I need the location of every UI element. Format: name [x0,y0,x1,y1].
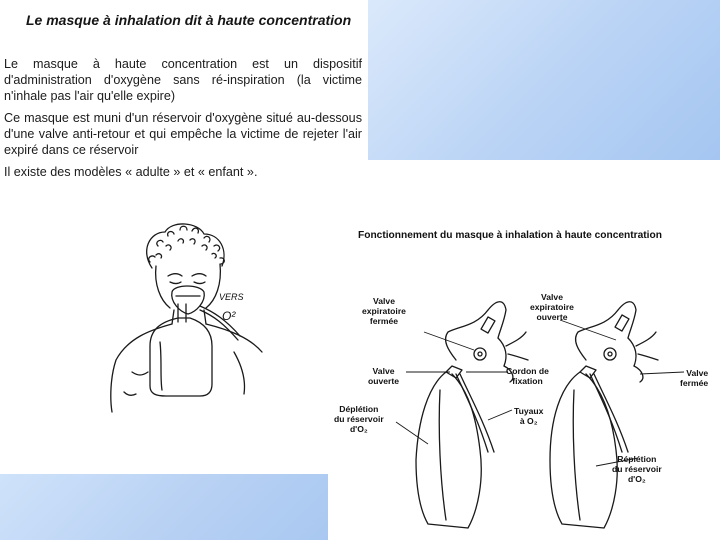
label-valve-expiratoire-fermee: Valve expiratoire fermée [362,296,406,326]
card-title: Le masque à inhalation dit à haute concentration [26,12,352,28]
tube-label-o2: O² [222,309,236,323]
victim-mask-sketch [0,0,328,474]
paragraph-reservoir: Ce masque est muni d'un réservoir d'oxygène situé au-dessous d'une valve anti-retour et qui empêche la victime de rejeter l'air expiré dans ce réservoir [4,111,362,157]
mask-function-figure [328,160,720,540]
label-cordon-fixation: Cordon de fixation [506,366,549,386]
label-tuyaux: Tuyaux à O₂ [514,406,544,426]
figure-title: Fonctionnement du masque à inhalation à haute concentration [358,230,662,241]
label-repletion: Réplétion du réservoir d'O₂ [612,454,662,484]
label-valve-expiratoire-ouverte: Valve expiratoire ouverte [530,292,574,322]
paragraph-definition: Le masque à haute concentration est un dispositif d'administration d'oxygène sans ré-inspiration (la victime n'inhale pas l'air qu'elle expire) [4,57,362,103]
background-panel-bottom-left [0,474,328,540]
background-panel-top-right [368,0,720,160]
label-valve-fermee: Valve fermée [680,368,709,388]
label-valve-ouverte: Valve ouverte [368,366,400,386]
tube-label-vers: VERS [219,292,244,302]
label-depletion: Déplétion du réservoir d'O₂ [334,404,384,434]
paragraph-models: Il existe des modèles « adulte » et « enfant ». [4,165,258,179]
